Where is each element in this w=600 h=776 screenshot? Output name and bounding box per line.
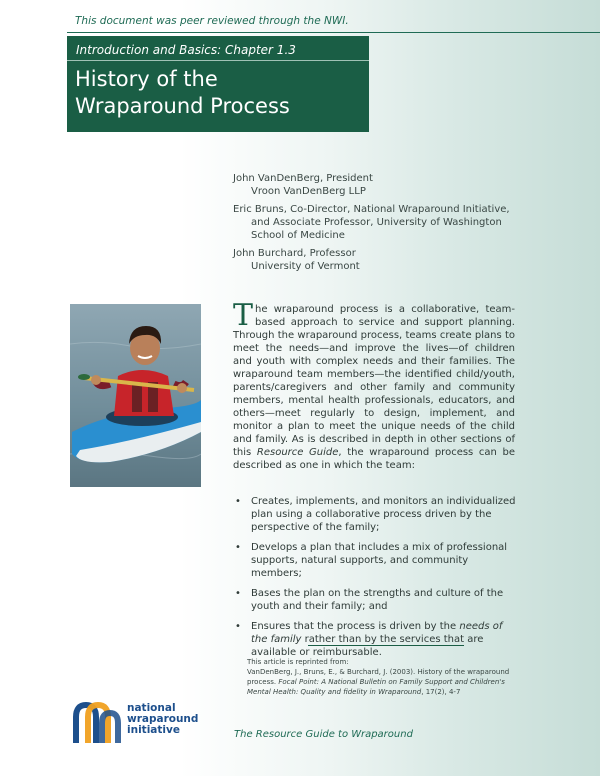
reprint-note [247, 657, 527, 697]
bullet-text-italic: needs of the family [251, 621, 503, 645]
resource-guide-footer: The Resource Guide to Wraparound [234, 729, 413, 740]
list-item [233, 541, 518, 580]
author-name: Eric Bruns, Co-Director, National Wraparound Initiative, [233, 204, 510, 215]
bullet-list [233, 495, 518, 666]
body-text-part-2: , the wraparound process can be described as one in which the team: [233, 447, 515, 471]
drop-cap: T [233, 298, 254, 333]
list-item [233, 620, 518, 659]
title-line-2: Wraparound Process [75, 94, 290, 118]
nwi-logo [72, 699, 212, 745]
title-line-1: History of the [75, 67, 218, 91]
body-paragraph [233, 298, 515, 472]
author-1 [233, 172, 533, 198]
author-2 [233, 203, 533, 242]
bullet-text: Creates, implements, and monitors an individualized plan using a collaborative process driven by the perspective of the family; [251, 496, 516, 533]
list-item [233, 495, 518, 534]
citation-journal: Focal Point: A National Bulletin on Family Support and Children's Mental Health: Quality and fidelity in Wraparound [247, 678, 505, 696]
peer-review-note: This document was peer reviewed through the NWI. [75, 15, 349, 27]
nwi-logo-mark-icon [72, 699, 124, 745]
logo-line-3: initiative [127, 724, 180, 736]
body-text-italic: Resource Guide [256, 447, 339, 458]
logo-line-2: wraparound [127, 713, 199, 725]
author-list [233, 172, 533, 278]
bullet-text: Bases the plan on the strengths and culture of the youth and their family; and [251, 588, 504, 612]
author-3 [233, 247, 533, 273]
author-affiliation: School of Medicine [251, 230, 345, 241]
title-divider [67, 60, 369, 61]
author-affiliation: and Associate Professor, University of Washington [251, 217, 502, 228]
citation-volume: , 17(2), 4-7 [421, 688, 461, 696]
body-text-part-1: he wraparound process is a collaborative, team-based approach to service and support planning. Through the wraparound process, teams create plans to meet the needs—and improve the lives—of children and youth with complex needs and their families. The wraparound team members—the identified child/youth, parents/caregivers and other family and community members, mental health professionals, educators, and others—meet regularly to design, implement, and monitor a plan to meet the unique needs of the child and family. As is described in depth in other sections of this [233, 304, 515, 458]
top-bar [0, 0, 600, 34]
author-affiliation: University of Vermont [251, 261, 360, 272]
kayak-photo [70, 304, 201, 487]
author-name: John Burchard, Professor [233, 248, 356, 259]
reprint-label: This article is reprinted from: [247, 658, 349, 666]
bullet-text: Develops a plan that includes a mix of professional supports, natural supports, and community members; [251, 542, 508, 579]
section-divider [308, 645, 464, 646]
author-name: John VanDenBerg, President [233, 173, 373, 184]
top-rule [67, 32, 600, 33]
kayak-photo-image [70, 304, 201, 487]
nwi-logo-text [127, 703, 198, 736]
bullet-text: rather than by the services that are available or reimbursable. [251, 634, 484, 658]
title-block [67, 36, 369, 132]
bullet-text: Ensures that the process is driven by the [251, 621, 460, 632]
reprint-citation [247, 667, 527, 697]
list-item [233, 587, 518, 613]
logo-line-1: national [127, 702, 176, 714]
page-title [75, 66, 365, 120]
citation-text: VanDenBerg, J., Bruns, E., & Burchard, J. (2003). History of the wraparound process. [247, 668, 510, 686]
chapter-label: Introduction and Basics: Chapter 1.3 [76, 43, 296, 57]
author-affiliation: Vroon VanDenBerg LLP [251, 186, 366, 197]
